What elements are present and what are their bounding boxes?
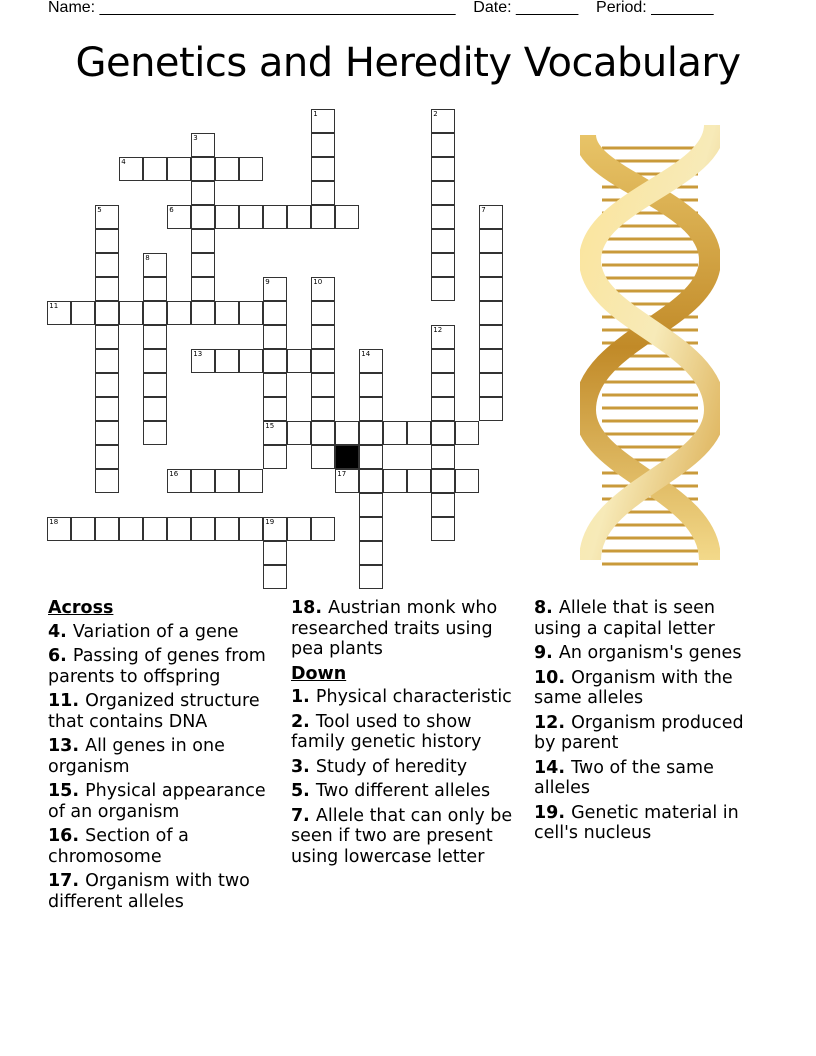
clue-number: 9.	[534, 643, 559, 663]
clue-down-19	[534, 803, 764, 844]
grid-cell[interactable]	[431, 493, 455, 517]
grid-cell[interactable]	[311, 445, 335, 469]
clue-number: 13.	[48, 736, 86, 756]
grid-cell[interactable]	[431, 181, 455, 205]
grid-cell[interactable]	[431, 229, 455, 253]
grid-cell[interactable]	[359, 565, 383, 589]
clue-down-10	[534, 668, 764, 709]
grid-cell[interactable]	[143, 349, 167, 373]
grid-cell[interactable]	[479, 397, 503, 421]
grid-cell[interactable]	[263, 301, 287, 325]
grid-cell[interactable]	[143, 421, 167, 445]
grid-cell[interactable]	[359, 421, 383, 445]
clue-number: 7.	[291, 805, 316, 826]
grid-cell[interactable]	[311, 181, 335, 205]
clue-number: 10	[313, 278, 323, 287]
grid-cell[interactable]	[431, 205, 455, 229]
clue-down-7	[291, 806, 529, 868]
grid-cell[interactable]	[191, 181, 215, 205]
grid-cell[interactable]	[359, 445, 383, 469]
grid-cell[interactable]	[239, 517, 263, 541]
dna-helix-image	[580, 120, 720, 575]
grid-cell[interactable]	[407, 469, 431, 493]
grid-cell[interactable]	[287, 349, 311, 373]
grid-cell[interactable]	[95, 517, 119, 541]
grid-cell[interactable]	[143, 277, 167, 301]
grid-cell[interactable]	[143, 325, 167, 349]
clue-down-5	[291, 781, 529, 802]
clues-column-2	[291, 598, 529, 871]
grid-cell[interactable]	[191, 253, 215, 277]
grid-cell[interactable]	[311, 517, 335, 541]
clues-column-1	[48, 598, 286, 916]
clue-across-4	[48, 622, 286, 643]
grid-cell[interactable]	[239, 157, 263, 181]
grid-cell[interactable]	[239, 349, 263, 373]
clue-text: Genetic material in cell's nucleus	[534, 802, 739, 843]
grid-cell[interactable]	[215, 301, 239, 325]
grid-cell[interactable]	[143, 373, 167, 397]
grid-cell[interactable]	[263, 421, 287, 445]
clue-number: 11.	[48, 691, 86, 711]
grid-cell[interactable]	[479, 253, 503, 277]
clue-number: 1	[313, 110, 318, 119]
clue-down-12	[534, 713, 764, 754]
clue-text: Section of a chromosome	[48, 826, 189, 867]
clue-down-14	[534, 758, 764, 799]
clue-across-6	[48, 646, 286, 687]
grid-cell[interactable]	[239, 301, 263, 325]
grid-cell[interactable]	[119, 157, 143, 181]
clue-number: 8.	[534, 598, 559, 618]
grid-cell[interactable]	[167, 157, 191, 181]
grid-cell[interactable]	[167, 469, 191, 493]
clue-number: 8	[145, 254, 150, 263]
grid-cell[interactable]	[239, 205, 263, 229]
clue-text: Two of the same alleles	[534, 757, 714, 798]
grid-cell[interactable]	[95, 421, 119, 445]
grid-cell[interactable]	[431, 373, 455, 397]
grid-cell[interactable]	[263, 541, 287, 565]
grid-cell[interactable]	[191, 133, 215, 157]
grid-cell[interactable]	[359, 493, 383, 517]
grid-cell[interactable]	[95, 469, 119, 493]
grid-cell[interactable]	[359, 373, 383, 397]
grid-cell[interactable]	[263, 349, 287, 373]
clue-number: 11	[49, 302, 59, 311]
grid-cell[interactable]	[311, 325, 335, 349]
grid-cell[interactable]	[95, 277, 119, 301]
clue-text: Allele that can only be seen if two are present using lowercase letter	[291, 805, 513, 867]
grid-cell[interactable]	[479, 349, 503, 373]
down-heading: Down	[291, 663, 347, 684]
clue-text: Tool used to show family genetic history	[291, 711, 482, 752]
grid-cell[interactable]	[431, 349, 455, 373]
clue-number: 16	[169, 470, 179, 479]
grid-cell[interactable]	[263, 277, 287, 301]
clue-number: 13	[193, 350, 203, 359]
grid-cell[interactable]	[287, 421, 311, 445]
grid-cell[interactable]	[359, 517, 383, 541]
clue-number: 4	[121, 158, 126, 167]
grid-cell[interactable]	[431, 325, 455, 349]
clue-number: 12.	[534, 712, 572, 733]
clue-number: 12	[433, 326, 443, 335]
clue-text: Allele that is seen using a capital letter	[534, 598, 715, 639]
clue-number: 2.	[291, 711, 316, 732]
clue-text: Physical characteristic	[315, 687, 512, 707]
across-heading: Across	[48, 598, 114, 618]
grid-cell[interactable]	[431, 517, 455, 541]
grid-cell[interactable]	[479, 301, 503, 325]
page-title: Genetics and Heredity Vocabulary	[75, 40, 741, 86]
grid-cell[interactable]	[191, 301, 215, 325]
worksheet-header: Name: ________________________________________ Date: _______ Period: _______	[48, 0, 714, 16]
grid-cell[interactable]	[191, 205, 215, 229]
grid-cell[interactable]	[191, 517, 215, 541]
grid-cell[interactable]	[407, 421, 431, 445]
grid-cell[interactable]	[431, 277, 455, 301]
clue-text: Study of heredity	[315, 756, 468, 777]
clue-number: 6	[169, 206, 174, 215]
grid-cell[interactable]	[287, 517, 311, 541]
grid-cell[interactable]	[359, 397, 383, 421]
grid-cell[interactable]	[119, 301, 143, 325]
clue-number: 9	[265, 278, 270, 287]
grid-cell[interactable]	[191, 157, 215, 181]
grid-cell[interactable]	[143, 397, 167, 421]
clue-number: 5	[97, 206, 102, 215]
grid-cell[interactable]	[263, 373, 287, 397]
grid-cell[interactable]	[95, 373, 119, 397]
grid-cell[interactable]	[311, 421, 335, 445]
clue-down-9	[534, 643, 764, 664]
grid-cell[interactable]	[479, 373, 503, 397]
grid-cell[interactable]	[167, 301, 191, 325]
grid-cell[interactable]	[263, 205, 287, 229]
grid-cell[interactable]	[263, 325, 287, 349]
clue-text: Organism produced by parent	[534, 712, 744, 753]
grid-cell[interactable]	[95, 229, 119, 253]
grid-cell[interactable]	[335, 205, 359, 229]
grid-cell[interactable]	[143, 301, 167, 325]
grid-cell[interactable]	[95, 445, 119, 469]
grid-cell[interactable]	[311, 277, 335, 301]
clue-across-17	[48, 871, 286, 912]
grid-cell[interactable]	[359, 349, 383, 373]
grid-cell[interactable]	[143, 517, 167, 541]
grid-cell[interactable]	[311, 205, 335, 229]
clue-down-1	[291, 687, 529, 708]
grid-cell[interactable]	[335, 421, 359, 445]
clue-number: 6.	[48, 646, 73, 666]
grid-cell[interactable]	[119, 517, 143, 541]
clue-text: All genes in one organism	[48, 736, 225, 777]
grid-cell[interactable]	[311, 109, 335, 133]
clue-text: Organism with the same alleles	[534, 667, 733, 708]
grid-cell[interactable]	[95, 205, 119, 229]
clue-number: 3	[193, 134, 198, 143]
clue-number: 19.	[534, 802, 572, 823]
grid-cell[interactable]	[455, 421, 479, 445]
clue-number: 18.	[291, 598, 329, 618]
grid-cell[interactable]	[383, 421, 407, 445]
grid-cell[interactable]	[479, 325, 503, 349]
clue-number: 19	[265, 518, 275, 527]
clue-down-2	[291, 712, 529, 753]
clue-text: Organized structure that contains DNA	[48, 691, 260, 732]
clue-text: Variation of a gene	[72, 621, 239, 642]
grid-cell[interactable]	[311, 133, 335, 157]
grid-cell[interactable]	[359, 469, 383, 493]
grid-cell[interactable]	[143, 253, 167, 277]
grid-cell[interactable]	[191, 349, 215, 373]
grid-cell[interactable]	[215, 349, 239, 373]
clue-number: 2	[433, 110, 438, 119]
clue-number: 17	[337, 470, 347, 479]
clue-number: 16.	[48, 826, 86, 846]
grid-cell[interactable]	[191, 229, 215, 253]
grid-cell[interactable]	[95, 301, 119, 325]
grid-cell[interactable]	[335, 469, 359, 493]
clue-number: 7	[481, 206, 486, 215]
clue-text: Austrian monk who researched traits using pea plants	[291, 598, 498, 659]
grid-cell[interactable]	[215, 469, 239, 493]
clue-across-13	[48, 736, 286, 777]
clue-text: Organism with two different alleles	[48, 871, 250, 912]
grid-cell[interactable]	[431, 157, 455, 181]
grid-cell[interactable]	[311, 349, 335, 373]
clue-number: 5.	[291, 781, 316, 801]
grid-cell[interactable]	[311, 157, 335, 181]
grid-cell[interactable]	[215, 517, 239, 541]
grid-cell[interactable]	[47, 517, 71, 541]
clue-number: 10.	[534, 667, 572, 688]
grid-cell[interactable]	[191, 277, 215, 301]
clue-across-15	[48, 781, 286, 822]
grid-cell[interactable]	[95, 397, 119, 421]
clue-number: 14	[361, 350, 371, 359]
grid-cell[interactable]	[431, 253, 455, 277]
clue-number: 14.	[534, 757, 572, 778]
grid-cell[interactable]	[479, 277, 503, 301]
clue-across-16	[48, 826, 286, 867]
grid-cell[interactable]	[263, 517, 287, 541]
grid-cell[interactable]	[167, 205, 191, 229]
grid-cell[interactable]	[71, 517, 95, 541]
grid-cell[interactable]	[143, 157, 167, 181]
grid-cell[interactable]	[359, 541, 383, 565]
clue-number: 17.	[48, 871, 86, 891]
grid-cell[interactable]	[311, 373, 335, 397]
grid-cell[interactable]	[431, 445, 455, 469]
grid-cell[interactable]	[431, 469, 455, 493]
grid-cell[interactable]	[263, 565, 287, 589]
clue-down-8	[534, 598, 764, 639]
clue-across-11	[48, 691, 286, 732]
grid-cell[interactable]	[383, 469, 407, 493]
grid-cell[interactable]	[287, 205, 311, 229]
grid-cell[interactable]	[431, 109, 455, 133]
grid-cell[interactable]	[431, 421, 455, 445]
grid-cell[interactable]	[311, 397, 335, 421]
grid-cell[interactable]	[167, 517, 191, 541]
grid-cell[interactable]	[479, 229, 503, 253]
clue-number: 15.	[48, 781, 86, 801]
clue-number: 4.	[48, 621, 73, 642]
grid-cell[interactable]	[455, 469, 479, 493]
grid-cell[interactable]	[215, 205, 239, 229]
grid-cell[interactable]	[215, 157, 239, 181]
clue-text: Passing of genes from parents to offspring	[48, 646, 266, 687]
clue-down-3	[291, 757, 529, 778]
clue-text: Two different alleles	[315, 781, 491, 801]
clue-number: 18	[49, 518, 59, 527]
grid-cell[interactable]	[311, 301, 335, 325]
grid-cell[interactable]	[479, 205, 503, 229]
clue-number: 3.	[291, 756, 316, 777]
grid-cell[interactable]	[95, 253, 119, 277]
clues-column-3	[534, 598, 764, 848]
clue-text: An organism's genes	[558, 643, 742, 663]
grid-cell[interactable]	[47, 301, 71, 325]
clue-across-18	[291, 598, 529, 660]
grid-cell[interactable]	[263, 397, 287, 421]
grid-cell[interactable]	[431, 397, 455, 421]
grid-cell[interactable]	[239, 469, 263, 493]
grid-cell[interactable]	[191, 469, 215, 493]
blocked-cell	[335, 445, 359, 469]
clue-number: 15	[265, 422, 275, 431]
clue-text: Physical appearance of an organism	[48, 781, 266, 822]
grid-cell[interactable]	[95, 349, 119, 373]
grid-cell[interactable]	[71, 301, 95, 325]
grid-cell[interactable]	[431, 133, 455, 157]
grid-cell[interactable]	[95, 325, 119, 349]
clue-number: 1.	[291, 687, 316, 707]
grid-cell[interactable]	[263, 445, 287, 469]
